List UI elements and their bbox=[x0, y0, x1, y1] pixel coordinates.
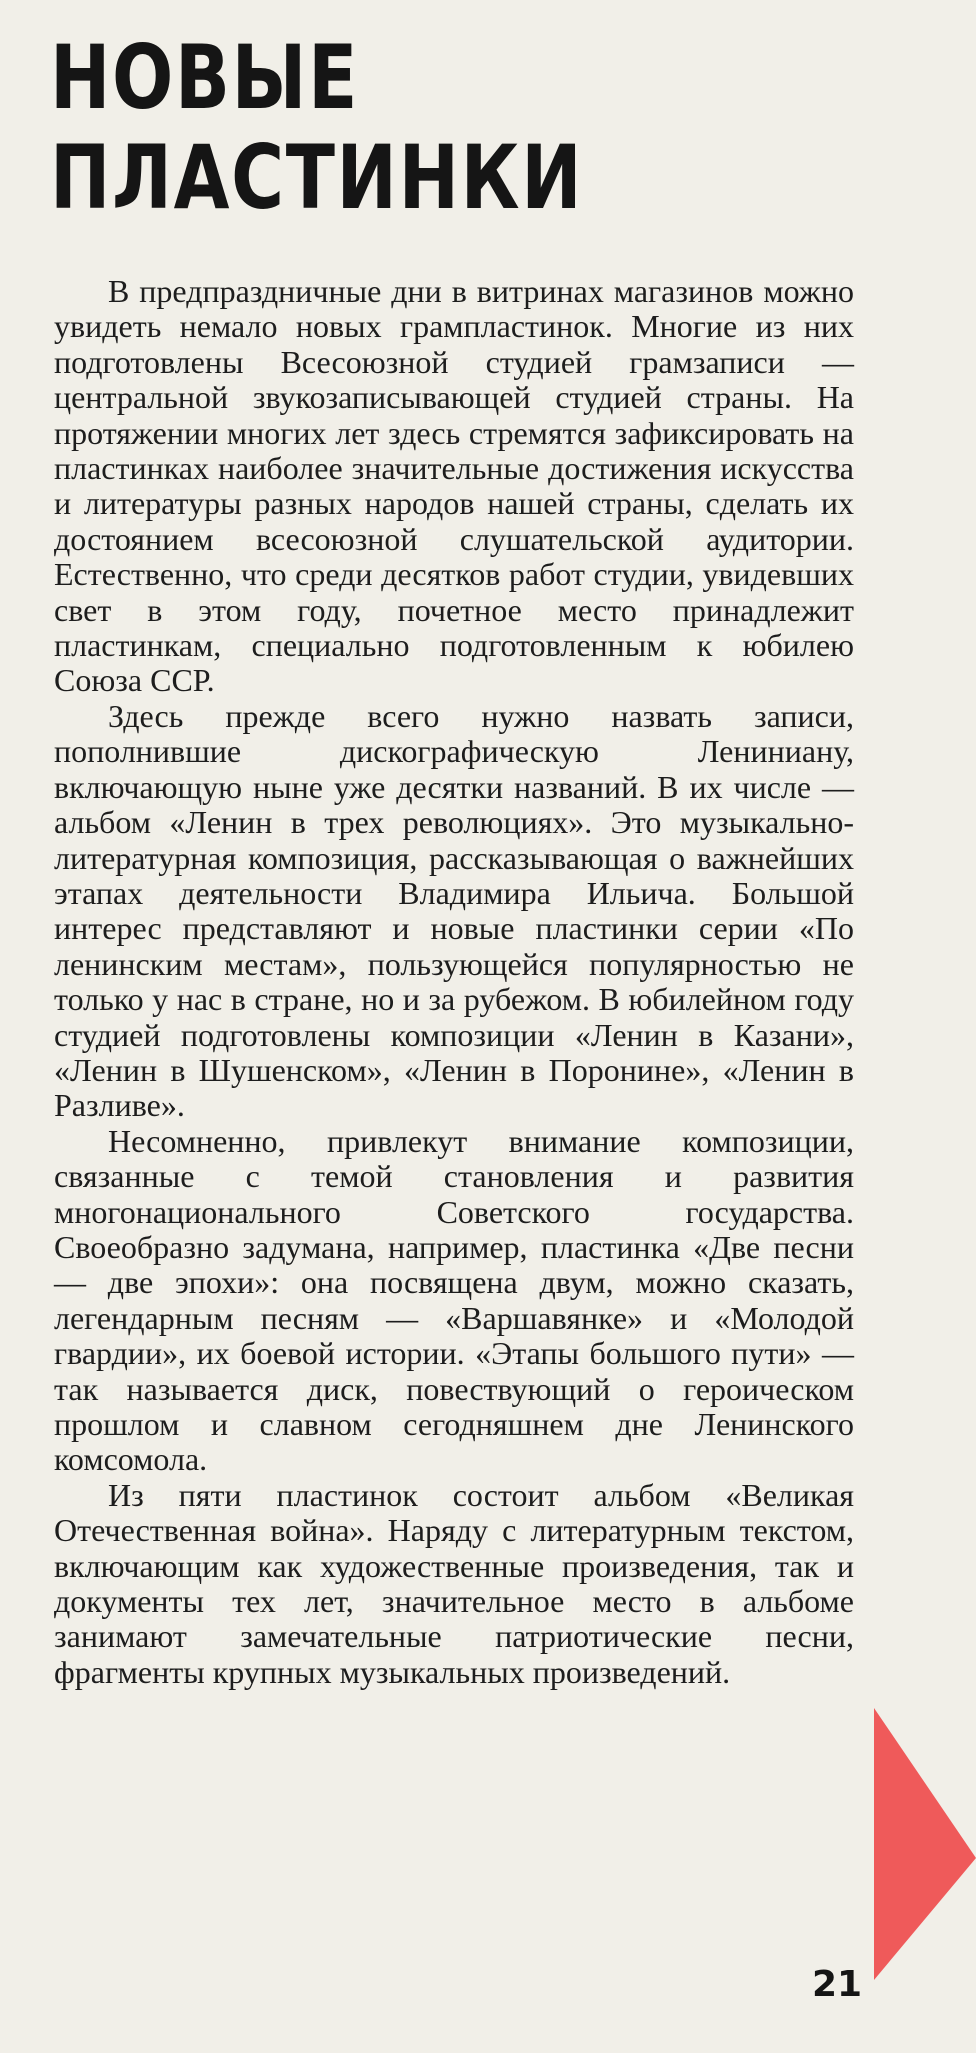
paragraph-2: Здесь прежде всего нужно назвать записи, пополнившие дискографическую Лениниану, включающую ныне уже десятки названий. В их числе — альбом «Ленин в трех революциях». Это музыкально-литературная композиция, рассказывающая о важнейших этапах деятельности Владимира Ильича. Большой интерес представляют и новые пластинки серии «По ленинским местам», пользующейся популярностью не только у нас в стране, но и за рубежом. В юбилейном году студией подготовлены композиции «Ленин в Казани», «Ленин в Шушенском», «Ленин в Поронине», «Ленин в Разливе». bbox=[54, 697, 854, 1124]
article-body bbox=[54, 274, 854, 1690]
article-title bbox=[50, 28, 583, 228]
paragraph-4: Из пяти пластинок состоит альбом «Великая Отечественная война». Наряду с литературным текстом, включающим как художественные произведения, так и документы тех лет, значительное место в альбоме занимают замечательные патриотические песни, фрагменты крупных музыкальных произведений. bbox=[54, 1476, 854, 1690]
title-line-2: ПЛАСТИНКИ bbox=[50, 126, 584, 229]
continue-arrow-triangle bbox=[874, 1708, 976, 1980]
paragraph-1: В предпраздничные дни в витринах магазинов можно увидеть немало новых грампластинок. Многие из них подготовлены Всесоюзной студией грамзаписи — центральной звукозаписывающей студией страны. На протяжении многих лет здесь стремятся зафиксировать на пластинках наиболее значительные достижения искусства и литературы разных народов нашей страны, сделать их достоянием всесоюзной слушательской аудитории. Естественно, что среди десятков работ студии, увидевших свет в этом году, почетное место принадлежит пластинкам, специально подготовленным к юбилею Союза ССР. bbox=[54, 273, 854, 699]
title-line-1: НОВЫЕ bbox=[50, 26, 359, 129]
red-triangle-shape bbox=[874, 1708, 976, 1980]
paragraph-3: Несомненно, привлекут внимание композиции, связанные с темой становления и развития многонационального Советского государства. Своеобразно задумана, например, пластинка «Две песни — две эпохи»: она посвящена двум, можно сказать, легендарным песням — «Варшавянке» и «Молодой гвардии», их боевой истории. «Этапы большого пути» — так называется диск, повествующий о героическом прошлом и славном сегодняшнем дне Ленинского комсомола. bbox=[54, 1122, 854, 1478]
page-number: 21 bbox=[812, 1964, 863, 2005]
